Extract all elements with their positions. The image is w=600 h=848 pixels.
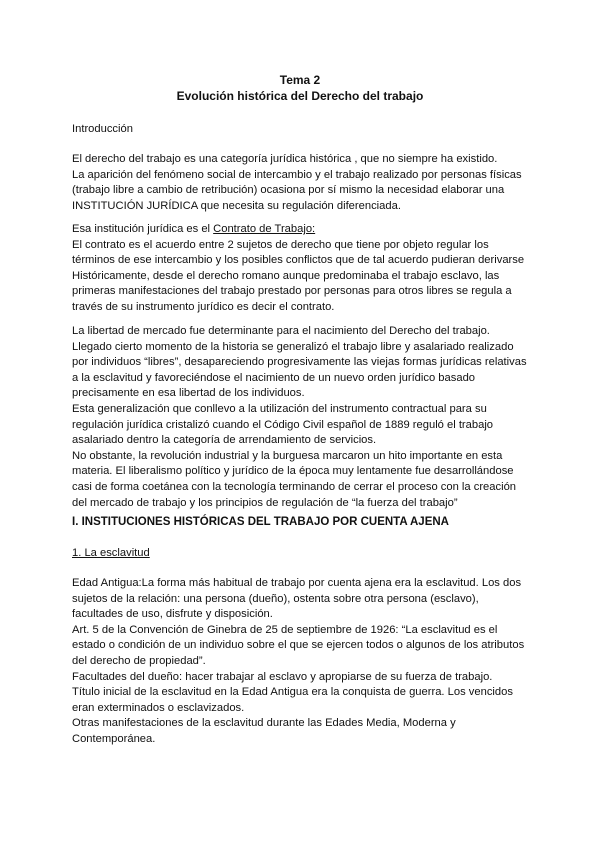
topic-number: Tema 2 bbox=[279, 73, 321, 87]
text-line: regulación jurídica cristalizó cuando el Código Civil español de 1889 reguló el trabajo bbox=[72, 418, 494, 431]
text-line: estado o condición de un individuo sobre el que se ejercen todos o algunos de los atributos bbox=[72, 639, 525, 652]
section-heading: I. INSTITUCIONES HISTÓRICAS DEL TRABAJO POR CUENTA AJENA bbox=[72, 516, 449, 528]
text-line: asalariado dentro la categoría de arrendamiento de servicios. bbox=[72, 434, 377, 447]
contract-term: Contrato de Trabajo: bbox=[213, 223, 316, 235]
intro-paragraph-1 bbox=[72, 152, 542, 214]
text-line: términos de ese intercambio y los posibles conflictos que de tal acuerdo pudieran derivarse bbox=[72, 254, 525, 267]
text-line: INSTITUCIÓN JURÍDICA que necesita su regulación diferenciada. bbox=[72, 199, 401, 212]
text-line: precisamente en esa libertad de los individuos. bbox=[72, 387, 305, 400]
text-line: No obstante, la revolución industrial y la burguesa marcaron un hito importante en esta bbox=[72, 449, 503, 462]
text-line: El derecho del trabajo es una categoría jurídica histórica , que no siempre ha existido. bbox=[72, 153, 498, 165]
text-line: facultades de uso, disfrute y disposición. bbox=[72, 608, 273, 621]
text-line: (trabajo libre a cambio de retribución) ocasiona por sí mismo la necesidad elaborar una bbox=[72, 184, 505, 197]
text-line: sujetos de la relación: una persona (dueño), ostenta sobre otra persona (esclavo), bbox=[72, 592, 479, 605]
slavery-paragraph bbox=[72, 576, 542, 748]
intro-paragraph-3 bbox=[72, 324, 542, 511]
text-line: través de su instrumento jurídico es decir el contrato. bbox=[72, 300, 335, 313]
text-line: Edad Antigua:La forma más habitual de trabajo por cuenta ajena era la esclavitud. Los dos bbox=[72, 577, 522, 589]
text-line: por individuos “libres”, desapareciendo progresivamente las viejas formas jurídicas relativas bbox=[72, 356, 527, 369]
text-line: primeras manifestaciones del trabajo prestado por personas para otros libres se regula a bbox=[72, 285, 512, 298]
intro-heading: Introducción bbox=[72, 123, 133, 135]
text-line: Facultades del dueño: hacer trabajar al esclavo y apropiarse de su fuerza de trabajo. bbox=[72, 670, 493, 683]
text-line: Históricamente, desde el derecho romano aunque predominaba el trabajo esclavo, las bbox=[72, 269, 500, 282]
text-line: del mercado de trabajo y los principios de regulación de “la fuerza del trabajo” bbox=[72, 496, 458, 509]
text-line: a la esclavitud y favoreciéndose el nacimiento de un nuevo orden jurídico basado bbox=[72, 371, 476, 384]
text-line: del derecho de propiedad”. bbox=[72, 654, 206, 667]
text-line: Título inicial de la esclavitud en la Edad Antigua era la conquista de guerra. Los vencidos bbox=[72, 686, 513, 699]
text-line: Esta generalización que conllevo a la utilización del instrumento contractual para su bbox=[72, 402, 487, 415]
text-line: La aparición del fenómeno social de intercambio y el trabajo realizado por personas físicas bbox=[72, 168, 522, 181]
text-line: materia. El liberalismo político y jurídico de la época muy lentamente fue desarrollándose bbox=[72, 465, 514, 478]
subsection-heading: 1. La esclavitud bbox=[72, 547, 150, 559]
text-line: Art. 5 de la Convención de Ginebra de 25 de septiembre de 1926: “La esclavitud es el bbox=[72, 623, 498, 636]
text-line: La libertad de mercado fue determinante para el nacimiento del Derecho del trabajo. bbox=[72, 325, 490, 337]
text-line bbox=[72, 222, 542, 238]
text-line: Contemporánea. bbox=[72, 732, 156, 745]
page-title: Evolución histórica del Derecho del trabajo bbox=[176, 89, 424, 103]
text-line: Llegado cierto momento de la historia se generalizó el trabajo libre y asalariado realizado bbox=[72, 340, 514, 353]
text-line: eran exterminados o esclavizados. bbox=[72, 701, 245, 714]
text-line: El contrato es el acuerdo entre 2 sujetos de derecho que tiene por objeto regular los bbox=[72, 238, 489, 251]
text-line: Otras manifestaciones de la esclavitud durante las Edades Media, Moderna y bbox=[72, 717, 456, 730]
contract-intro-text: Esa institución jurídica es el bbox=[72, 223, 214, 235]
intro-paragraph-2 bbox=[72, 222, 542, 316]
text-line: casi de forma coetánea con la tecnología terminando de cerrar el proceso con la creación bbox=[72, 480, 517, 493]
